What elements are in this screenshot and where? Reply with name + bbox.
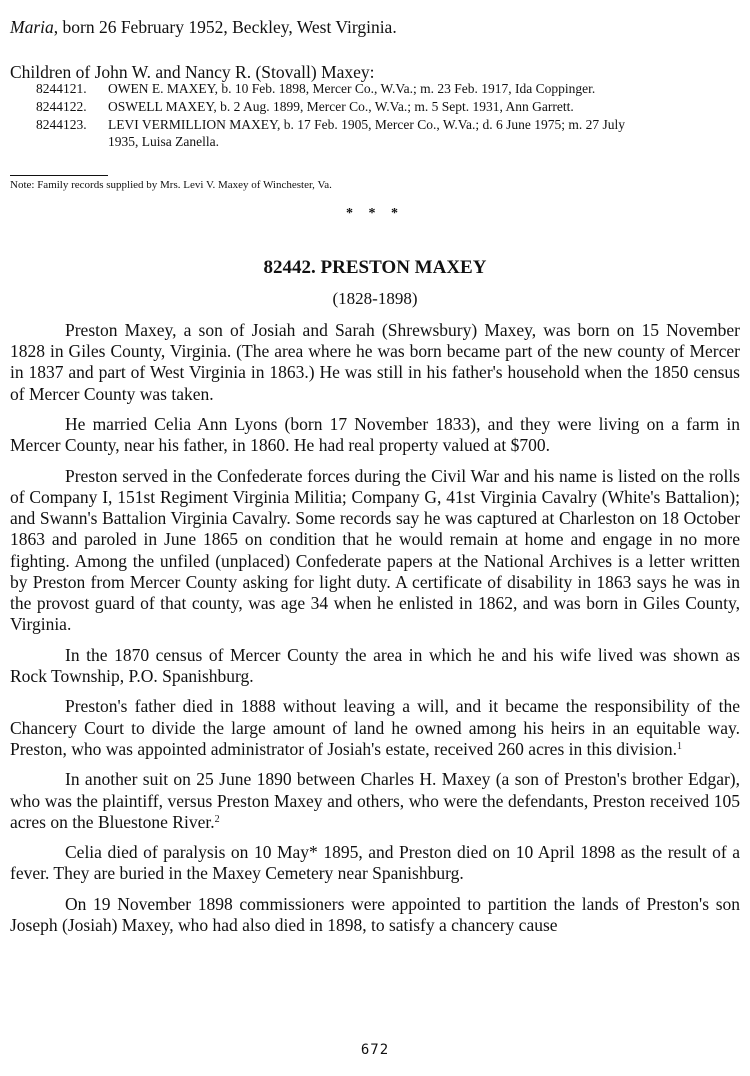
paragraph xyxy=(10,842,740,884)
footnote-rule xyxy=(10,175,108,176)
child-text: OWEN E. MAXEY, b. 10 Feb. 1898, Mercer Co., W.Va.; m. 23 Feb. 1917, Ida Coppinger. xyxy=(108,81,596,96)
child-entry xyxy=(36,116,746,150)
paragraph-text: Preston Maxey, a son of Josiah and Sarah (Shrewsbury) Maxey, was born on 15 November 1828 in Giles County, Virginia. (The area where he was born became part of the new county of Mercer in 1837 and part of West Virginia in 1863.) He was still in his father's household when the 1850 census of Mercer County was taken. xyxy=(10,320,740,404)
section-years: (1828-1898) xyxy=(332,289,418,308)
footnote-ref[interactable]: 1 xyxy=(677,740,683,752)
section-separator: * * * xyxy=(346,206,404,221)
child-text: LEVI VERMILLION MAXEY, b. 17 Feb. 1905, Mercer Co., W.Va.; d. 6 June 1975; m. 27 July xyxy=(108,117,625,132)
paragraph-text: In another suit on 25 June 1890 between Charles H. Maxey (a son of Preston's brother Edgar), who was the plaintiff, versus Preston Maxey and others, who were the defendants, Preston received 105 acres on the Bluestone River. xyxy=(10,769,740,832)
section-title: 82442. PRESTON MAXEY xyxy=(263,257,487,278)
child-number: 8244123. xyxy=(36,117,87,132)
intro-line xyxy=(10,16,397,38)
child-number: 8244121. xyxy=(36,81,87,96)
intro-name: Maria xyxy=(10,17,54,37)
child-text-continued: 1935, Luisa Zanella. xyxy=(108,134,219,149)
paragraph-text: In the 1870 census of Mercer County the area in which he and his wife lived was shown as Rock Township, P.O. Spanishburg. xyxy=(10,644,740,686)
paragraph xyxy=(10,320,740,405)
paragraph xyxy=(10,769,740,833)
paragraph xyxy=(10,894,740,936)
child-entry xyxy=(36,80,746,97)
child-number: 8244122. xyxy=(36,99,87,114)
paragraph-text: Celia died of paralysis on 10 May* 1895, and Preston died on 10 April 1898 as the result of a fever. They are buried in the Maxey Cemetery near Spanishburg. xyxy=(10,842,740,884)
paragraph-text: Preston's father died in 1888 without leaving a will, and it became the responsibility of the Chancery Court to divide the large amount of land he owned among his heirs in an equitable way. Preston, who was appointed administrator of Josiah's estate, received 260 acres in this division. xyxy=(10,696,740,759)
footnote-ref[interactable]: 2 xyxy=(214,813,220,825)
paragraph-text: He married Celia Ann Lyons (born 17 November 1833), and they were living on a farm in Mercer County, near his father, in 1860. He had real property valued at $700. xyxy=(10,414,740,456)
body-text xyxy=(10,320,740,946)
intro-text: , born 26 February 1952, Beckley, West Virginia. xyxy=(53,17,397,37)
paragraph xyxy=(10,466,740,636)
paragraph-text: On 19 November 1898 commissioners were appointed to partition the lands of Preston's son Joseph (Josiah) Maxey, who had also died in 1898, to satisfy a chancery cause xyxy=(10,893,740,936)
paragraph xyxy=(10,645,740,687)
paragraph-text: Preston served in the Confederate forces during the Civil War and his name is listed on the rolls of Company I, 151st Regiment Virginia Militia; Company G, 41st Virginia Cavalry (White's Battalion); and Swann's Battalion Virginia Cavalry. Some records say he was captured at Charleston on 18 October 1863 and paroled in June 1865 on condition that he would remain at home and engage in no more fighting. Among the unfiled (unplaced) Confederate papers at the National Archives is a letter written by Preston from Mercer County asking for light duty. A certificate of disability in 1863 says he was in the provost guard of that county, was age 34 when he enlisted in 1862, and was born in Giles County, Virginia. xyxy=(10,465,740,635)
paragraph xyxy=(10,696,740,760)
child-text: OSWELL MAXEY, b. 2 Aug. 1899, Mercer Co., W.Va.; m. 5 Sept. 1931, Ann Garrett. xyxy=(108,99,574,114)
child-entry xyxy=(36,98,746,115)
paragraph xyxy=(10,414,740,456)
children-header: Children of John W. and Nancy R. (Stovall) Maxey: xyxy=(10,62,375,82)
footnote-note: Note: Family records supplied by Mrs. Levi V. Maxey of Winchester, Va. xyxy=(10,179,332,191)
page-number: 672 xyxy=(360,1042,390,1058)
